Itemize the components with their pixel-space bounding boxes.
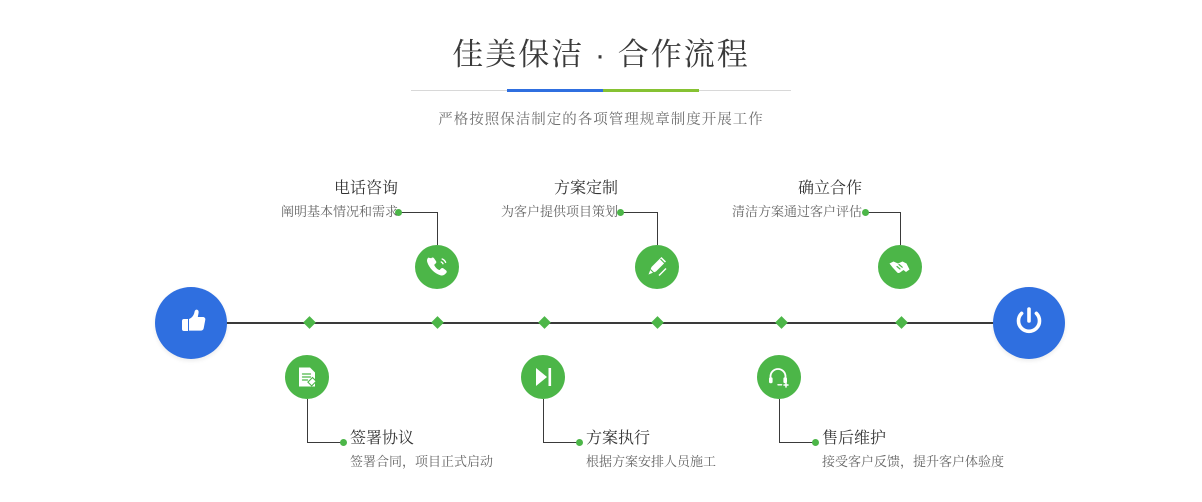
step-node-4[interactable] bbox=[521, 355, 565, 399]
step-node-6[interactable] bbox=[757, 355, 801, 399]
thumbs-up-icon bbox=[171, 301, 211, 346]
connector-dot bbox=[617, 209, 624, 216]
step-node-5[interactable] bbox=[878, 245, 922, 289]
pencil-ruler-icon bbox=[644, 254, 670, 280]
connector-line bbox=[657, 212, 658, 245]
connector-line bbox=[620, 212, 657, 213]
page-title: 佳美保洁 · 合作流程 bbox=[452, 37, 750, 72]
connector-line bbox=[543, 442, 579, 443]
page-subtitle: 严格按照保洁制定的各项管理规章制度开展工作 bbox=[438, 112, 764, 128]
step-label-5 bbox=[700, 178, 862, 222]
axis-marker bbox=[651, 316, 664, 329]
axis-marker bbox=[431, 316, 444, 329]
divider-green-segment bbox=[603, 89, 699, 92]
connector-dot bbox=[862, 209, 869, 216]
divider-blue-segment bbox=[507, 89, 603, 92]
connector-dot bbox=[812, 439, 819, 446]
step-desc: 签署合同，项目正式启动 bbox=[350, 454, 494, 469]
step-label-1 bbox=[253, 178, 398, 222]
step-title: 确立合作 bbox=[797, 180, 862, 197]
timeline-start-endpoint bbox=[155, 287, 227, 359]
step-desc: 接受客户反馈，提升客户体验度 bbox=[822, 454, 1005, 469]
step-desc: 阐明基本情况和需求 bbox=[280, 204, 398, 219]
step-desc: 清洁方案通过客户评估 bbox=[731, 204, 862, 219]
connector-line bbox=[307, 399, 308, 442]
timeline bbox=[0, 160, 1202, 500]
axis-marker bbox=[538, 316, 551, 329]
step-label-3 bbox=[458, 178, 618, 222]
power-icon bbox=[1009, 301, 1049, 346]
title-divider bbox=[411, 86, 791, 96]
timeline-end-endpoint bbox=[993, 287, 1065, 359]
connector-line bbox=[398, 212, 437, 213]
connector-line bbox=[779, 442, 815, 443]
connector-line bbox=[900, 212, 901, 245]
step-desc: 为客户提供项目策划 bbox=[500, 204, 618, 219]
step-node-1[interactable] bbox=[415, 245, 459, 289]
phone-call-icon bbox=[424, 254, 450, 280]
connector-line bbox=[779, 399, 780, 442]
axis-marker bbox=[775, 316, 788, 329]
step-node-2[interactable] bbox=[285, 355, 329, 399]
connector-line bbox=[307, 442, 343, 443]
step-label-4 bbox=[586, 428, 816, 472]
connector-dot bbox=[576, 439, 583, 446]
axis-marker bbox=[895, 316, 908, 329]
axis-marker bbox=[303, 316, 316, 329]
connector-line bbox=[543, 399, 544, 442]
handshake-icon bbox=[887, 254, 913, 280]
step-node-3[interactable] bbox=[635, 245, 679, 289]
step-label-2 bbox=[350, 428, 580, 472]
connector-dot bbox=[340, 439, 347, 446]
headset-support-icon bbox=[766, 364, 792, 390]
connector-line bbox=[437, 212, 438, 245]
step-title: 方案执行 bbox=[586, 430, 651, 447]
step-desc: 根据方案安排人员施工 bbox=[586, 454, 717, 469]
step-title: 电话咨询 bbox=[333, 180, 398, 197]
header bbox=[0, 34, 1202, 129]
step-title: 方案定制 bbox=[553, 180, 618, 197]
play-forward-icon bbox=[530, 364, 556, 390]
document-edit-icon bbox=[294, 364, 320, 390]
connector-line bbox=[865, 212, 900, 213]
step-title: 签署协议 bbox=[350, 430, 415, 447]
step-label-6 bbox=[822, 428, 1082, 472]
step-title: 售后维护 bbox=[822, 430, 887, 447]
